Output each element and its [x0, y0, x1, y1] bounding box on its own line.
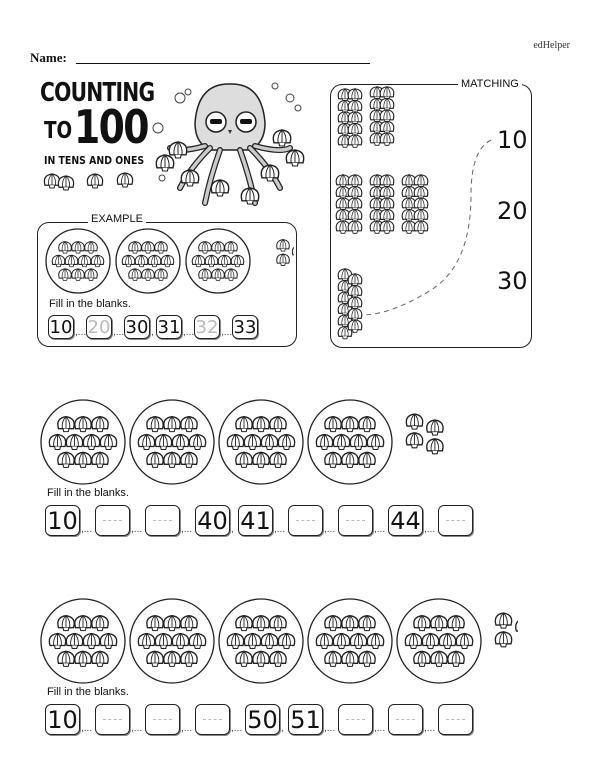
shell-icon — [164, 452, 180, 467]
matching-number: 10 — [497, 126, 528, 154]
shell-icon — [253, 417, 269, 432]
shell-icon — [325, 417, 341, 432]
shell-icon — [155, 269, 168, 281]
shell-icon — [431, 651, 447, 666]
bubble-icon — [185, 89, 191, 95]
shell-icon — [147, 452, 163, 467]
shell-icon — [75, 616, 91, 631]
number-box: 10 — [45, 505, 80, 536]
shell-icon — [138, 435, 154, 450]
shell-icon — [380, 87, 394, 100]
shell-icon — [225, 269, 238, 281]
shell-icon — [49, 435, 65, 450]
shell-icon — [129, 242, 142, 254]
matching-label: MATCHING — [458, 78, 522, 90]
shell-icon — [236, 452, 252, 467]
shell-icon — [236, 417, 252, 432]
shell-icon — [172, 435, 188, 450]
shell-icon — [199, 242, 212, 254]
blank-number-box[interactable] — [145, 505, 180, 536]
shell-icon — [427, 439, 443, 454]
shell-icon — [231, 255, 244, 267]
shell-icon — [380, 209, 394, 222]
shell-icon — [205, 255, 218, 267]
shell-icon — [278, 435, 294, 450]
blank-number-box[interactable] — [145, 704, 180, 735]
shell-icon — [359, 651, 375, 666]
number-box: 50 — [245, 704, 280, 735]
shell-icon — [181, 616, 197, 631]
shell-icon — [65, 255, 78, 267]
shell-icon — [49, 634, 65, 649]
shell-icon — [448, 616, 464, 631]
name-input-line[interactable] — [76, 63, 370, 64]
shell-icon — [359, 452, 375, 467]
shell-icon — [192, 255, 205, 267]
shell-icon — [439, 634, 455, 649]
shell-icon — [92, 452, 108, 467]
shell-icon — [414, 651, 430, 666]
shell-icon — [495, 632, 511, 647]
shell-icon — [270, 452, 286, 467]
shell-icon — [261, 634, 277, 649]
shell-icon — [367, 435, 383, 450]
shell-icon — [414, 186, 428, 199]
shell-icon — [277, 240, 290, 252]
shell-icon — [181, 417, 197, 432]
shell-icon — [58, 616, 74, 631]
shell-icon — [333, 435, 349, 450]
shell-icon — [155, 242, 168, 254]
shell-icon — [225, 242, 238, 254]
shell-icon — [169, 142, 186, 158]
shell-icon — [244, 634, 260, 649]
number-box: 10 — [49, 316, 73, 338]
blank-number-box[interactable] — [338, 704, 373, 735]
shell-icon — [325, 651, 341, 666]
example-label: EXAMPLE — [88, 213, 146, 225]
matching-number: 30 — [497, 267, 528, 295]
shell-icon — [380, 110, 394, 123]
shell-icon — [72, 242, 85, 254]
shell-icon — [348, 123, 362, 136]
blank-number-box[interactable] — [388, 704, 423, 735]
blank-number-box[interactable] — [438, 505, 473, 536]
shell-icon — [350, 634, 366, 649]
shell-icon — [414, 209, 428, 222]
shell-icon — [348, 186, 362, 199]
number-box: 40 — [195, 505, 230, 536]
shell-icon — [270, 616, 286, 631]
title-subtitle: IN TENS AND ONES — [44, 154, 145, 167]
number-box: 41 — [238, 505, 273, 536]
shell-icon — [316, 634, 332, 649]
shell-icon — [406, 433, 422, 448]
shell-icon — [348, 100, 362, 113]
shell-icon — [172, 634, 188, 649]
shell-icon — [380, 186, 394, 199]
shell-icon — [218, 255, 231, 267]
shell-icon — [211, 180, 228, 196]
shell-icon — [100, 634, 116, 649]
title-to: TO — [44, 118, 73, 144]
shell-icon — [227, 634, 243, 649]
shell-icon — [83, 435, 99, 450]
shell-icon — [253, 616, 269, 631]
shell-icon — [348, 209, 362, 222]
shell-icon — [75, 651, 91, 666]
shell-icon — [87, 174, 102, 188]
shell-icon — [316, 435, 332, 450]
number-box: 44 — [388, 505, 423, 536]
shell-icon — [448, 651, 464, 666]
shell-icon — [427, 420, 443, 435]
shell-icon — [227, 435, 243, 450]
shell-icon — [161, 255, 174, 267]
shell-icon — [414, 175, 428, 188]
problem-1-shell-groups — [38, 398, 458, 486]
shell-icon — [212, 269, 225, 281]
shell-icon — [129, 269, 142, 281]
number-box: 30 — [125, 316, 149, 338]
shell-icon — [181, 651, 197, 666]
number-box: 31 — [157, 316, 181, 338]
shell-icon — [164, 651, 180, 666]
shell-icon — [92, 417, 108, 432]
number-box: 33 — [233, 316, 257, 338]
shell-icon — [516, 619, 518, 634]
shell-icon — [58, 452, 74, 467]
shell-icon — [456, 634, 472, 649]
shell-icon — [380, 98, 394, 111]
shell-icon — [155, 435, 171, 450]
shell-icon — [342, 616, 358, 631]
shell-icon — [253, 651, 269, 666]
shell-icon — [367, 634, 383, 649]
shell-icon — [85, 242, 98, 254]
brand-label: edHelper — [533, 40, 570, 51]
shell-icon — [286, 150, 303, 166]
shell-icon — [348, 198, 362, 211]
shell-icon — [164, 417, 180, 432]
shell-icon — [270, 651, 286, 666]
shell-icon — [325, 452, 341, 467]
shell-icon — [406, 414, 422, 429]
bubble-icon — [153, 123, 163, 133]
octopus-icon — [150, 78, 310, 213]
shell-icon — [348, 89, 362, 102]
shell-icon — [359, 616, 375, 631]
shell-icon — [66, 435, 82, 450]
shell-icon — [278, 634, 294, 649]
shell-icon — [236, 616, 252, 631]
shell-icon — [380, 175, 394, 188]
shell-icon — [431, 616, 447, 631]
shell-icon — [212, 242, 225, 254]
shell-icon — [148, 255, 161, 267]
name-label: Name: — [30, 50, 67, 65]
shell-icon — [333, 634, 349, 649]
shell-icon — [244, 435, 260, 450]
shell-icon — [359, 417, 375, 432]
shell-icon — [414, 221, 428, 234]
shell-icon — [495, 613, 511, 628]
problem-2-fill-label: Fill in the blanks. — [47, 686, 129, 698]
shell-icon — [92, 616, 108, 631]
shell-icon — [270, 417, 286, 432]
shell-icon — [59, 242, 72, 254]
shell-icon — [350, 435, 366, 450]
shell-icon — [325, 616, 341, 631]
shell-icon — [292, 246, 294, 258]
shell-icon — [273, 130, 290, 146]
shell-icon — [138, 634, 154, 649]
blank-number-box[interactable] — [95, 505, 130, 536]
shell-icon — [147, 651, 163, 666]
shell-icon — [380, 133, 394, 146]
bubble-icon — [295, 105, 301, 111]
shell-icon — [91, 255, 104, 267]
shell-icon — [147, 616, 163, 631]
shell-icon — [189, 634, 205, 649]
shell-icon — [277, 254, 290, 266]
example-fill-label: Fill in the blanks. — [49, 298, 131, 310]
shell-icon — [58, 417, 74, 432]
shell-icon — [117, 173, 132, 187]
shell-icon — [92, 651, 108, 666]
shell-icon — [78, 255, 91, 267]
shell-icon — [122, 255, 135, 267]
shell-icon — [85, 269, 98, 281]
shell-icon — [135, 255, 148, 267]
shell-icon — [156, 155, 173, 171]
shell-icon — [100, 435, 116, 450]
shell-icon — [414, 198, 428, 211]
shell-icon — [236, 651, 252, 666]
blank-number-box[interactable] — [338, 505, 373, 536]
shell-icon — [58, 176, 73, 190]
shell-icon — [142, 269, 155, 281]
title-counting: COUNTING — [40, 78, 155, 108]
shell-icon — [348, 112, 362, 125]
shell-icon — [181, 452, 197, 467]
shell-icon — [66, 634, 82, 649]
shell-icon — [59, 269, 72, 281]
shell-icon — [348, 135, 362, 148]
shell-icon — [261, 435, 277, 450]
shell-icon — [380, 198, 394, 211]
shell-icon — [380, 221, 394, 234]
shell-icon — [199, 269, 212, 281]
shell-icon — [380, 121, 394, 134]
problem-2-shell-groups — [38, 597, 518, 685]
title-hundred: 100 — [74, 100, 148, 154]
shell-icon — [414, 616, 430, 631]
shell-icon — [253, 452, 269, 467]
shell-icon — [348, 175, 362, 188]
shell-icon — [147, 417, 163, 432]
blank-number-box[interactable] — [288, 505, 323, 536]
shell-icon — [72, 269, 85, 281]
blank-number-box[interactable] — [195, 704, 230, 735]
shell-icon — [155, 634, 171, 649]
bubble-icon — [175, 93, 185, 103]
bubble-icon — [272, 83, 278, 89]
number-box: 10 — [45, 704, 80, 735]
shell-icon — [348, 221, 362, 234]
matching-number: 20 — [497, 197, 528, 225]
shell-icon — [164, 616, 180, 631]
number-box: 20 — [87, 316, 111, 338]
blank-number-box[interactable] — [95, 704, 130, 735]
shell-icon — [83, 634, 99, 649]
example-shell-groups — [38, 224, 294, 296]
shell-icon — [44, 174, 59, 188]
shell-icon — [342, 452, 358, 467]
shell-icon — [342, 651, 358, 666]
shell-icon — [75, 417, 91, 432]
shell-icon — [58, 651, 74, 666]
shell-icon — [342, 417, 358, 432]
bubble-icon — [159, 175, 165, 181]
title-shells — [40, 168, 140, 194]
blank-number-box[interactable] — [438, 704, 473, 735]
shell-icon — [142, 242, 155, 254]
shell-icon — [189, 435, 205, 450]
number-box: 32 — [195, 316, 219, 338]
shell-icon — [405, 634, 421, 649]
number-box: 51 — [288, 704, 323, 735]
shell-icon — [52, 255, 65, 267]
shell-icon — [422, 634, 438, 649]
bubble-icon — [286, 94, 294, 102]
shell-icon — [75, 452, 91, 467]
problem-1-fill-label: Fill in the blanks. — [47, 487, 129, 499]
